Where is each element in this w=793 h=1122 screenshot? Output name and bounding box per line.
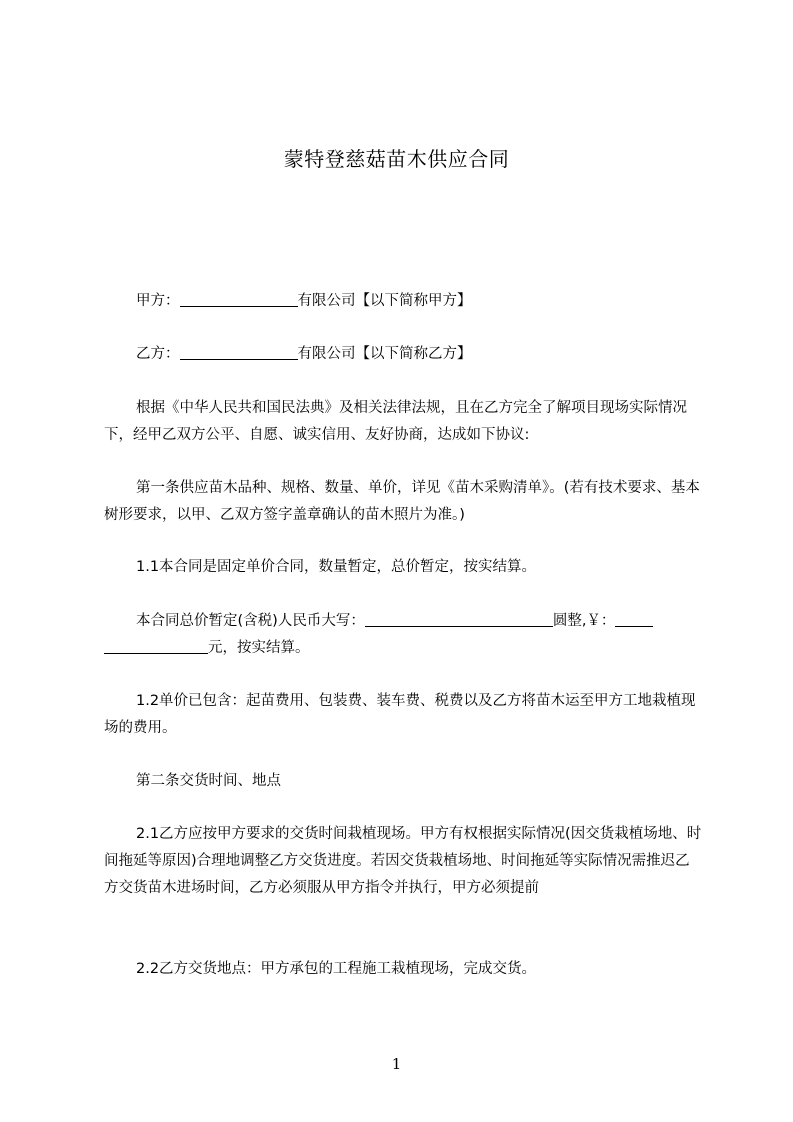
clause-2-1: 2.1乙方应按甲方要求的交货时间栽植现场。甲方有权根据实际情况(因交货栽植场地、时间拖延等原因)合理地调整乙方交货进度。若因交货栽植场地、时间拖延等实际情况需推迟乙方交货苗木进场时间，乙方必须服从甲方指令并执行，甲方必须提前: [104, 826, 702, 896]
document-title: 蒙特登慈菇苗木供应合同: [283, 147, 510, 171]
intro-paragraph: 根据《中华人民共和国民法典》及相关法律法规，且在乙方完全了解项目现场实际情况下，经甲乙双方公平、自愿、诚实信用、友好协商，达成如下协议:: [104, 400, 687, 443]
price-number-blank-2: [104, 639, 208, 654]
party-b-line: [136, 341, 736, 368]
clause-1-1: 1.1本合同是固定单价合同，数量暂定，总价暂定，按实结算。: [136, 559, 537, 575]
party-a-label: 甲方：: [136, 293, 180, 309]
page-number: 1: [391, 1055, 402, 1073]
party-b-label: 乙方：: [136, 346, 180, 362]
article-1-paragraph: 第一条供应苗木品种、规格、数量、单价，详见《苗木采购清单》。(若有技术要求、基本树形要求，以甲、乙双方签字盖章确认的苗木照片为准。): [104, 480, 700, 523]
party-b-blank: [180, 345, 298, 360]
total-price-paragraph: [104, 608, 704, 662]
total-price-prefix: 本合同总价暂定(含税)人民币大写：: [136, 613, 365, 629]
clause-1-2: 1.2单价已包含：起苗费用、包装费、装车费、税费以及乙方将苗木运至甲方工地栽植现场的费用。: [104, 693, 696, 736]
party-a-suffix: 有限公司【以下简称甲方】: [297, 293, 472, 309]
price-words-blank: [365, 612, 553, 627]
total-price-middle: 圆整,￥：: [552, 613, 616, 629]
article-2-heading: 第二条交货时间、地点: [136, 773, 281, 789]
clause-2-2: 2.2乙方交货地点：甲方承包的工程施工栽植现场，完成交货。: [136, 961, 537, 977]
party-a-line: [136, 288, 736, 315]
party-a-blank: [180, 292, 298, 307]
total-price-suffix: 元，按实结算。: [208, 640, 310, 656]
price-number-blank-1: [615, 612, 653, 627]
party-b-suffix: 有限公司【以下简称乙方】: [297, 346, 472, 362]
